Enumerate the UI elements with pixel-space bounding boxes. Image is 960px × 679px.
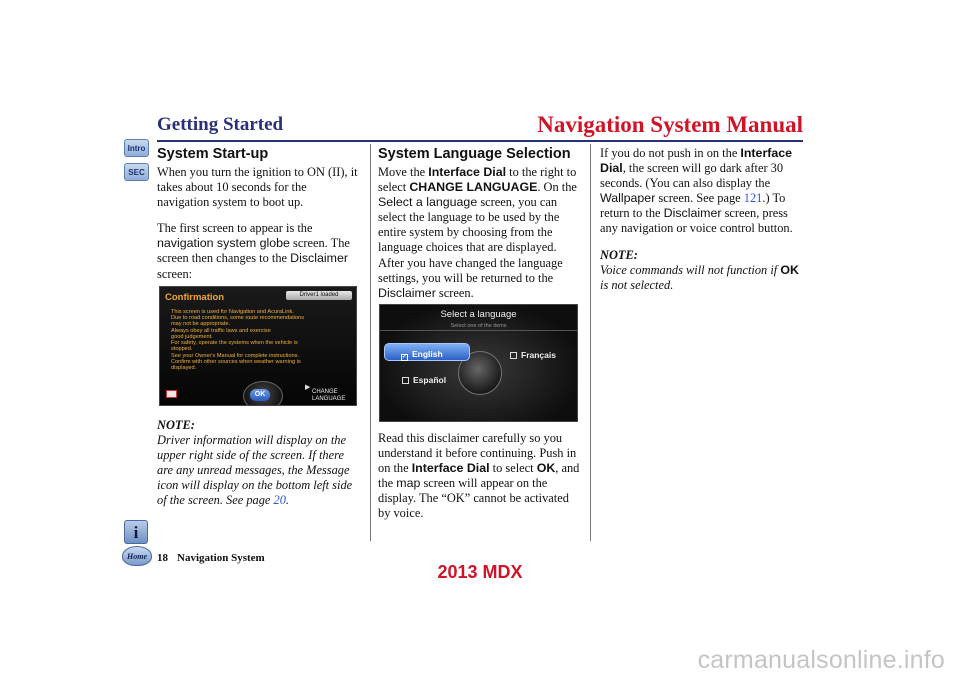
checkbox-icon [510,352,517,359]
confirmation-screenshot [159,286,357,406]
language-screenshot [379,304,578,422]
note-title: NOTE: [600,247,638,262]
sec-button[interactable]: SEC [124,163,149,181]
ok-button: OK [250,389,270,401]
home-button[interactable]: Home [122,546,152,566]
timeout-paragraph: If you do not push in on the Interface Dial, the screen will go dark after 30 seconds. (You can also display the Wallpaper screen. See page 121.) To return to the Disclaimer screen, press any navigation or voice control button. [600,146,793,236]
footer-section: Navigation System [177,552,265,564]
heading-language-selection: System Language Selection [378,146,571,162]
page-number: 18 [157,552,168,564]
column-2 [378,146,583,532]
right-arrow-icon: ▶ [305,382,311,391]
option-english: ✓ English [384,343,470,361]
first-screen-paragraph: The first screen to appear is the navigation system globe screen. The screen then changes to the Disclaimer screen: [157,221,350,281]
note-text: Voice commands will not function if OK is not selected. [600,262,799,292]
title-divider [380,330,577,331]
option-espanol: Español [402,373,446,388]
message-icon [166,390,177,398]
column-divider-1 [370,144,371,541]
column-1 [157,146,361,519]
intro-button[interactable]: Intro [124,139,149,157]
change-language-label: CHANGE LANGUAGE [312,388,346,402]
checkbox-icon [402,377,409,384]
startup-paragraph: When you turn the ignition to ON (II), it takes about 10 seconds for the navigation system to boot up. [157,165,358,210]
confirmation-text: This screen is used for Navigation and AcuraLink. Due to road conditions, some route recommendations may not be appropriate. Always obey all traffic laws and exercise good judgement. For safety, operate the systems when the vehicle is stopped. See your Owner's Manual for complete instructions. Confirm with other sources when weather warning is displayed. [171,308,305,372]
section-title: Getting Started [157,114,284,135]
heading-system-startup: System Start-up [157,146,269,162]
column-3 [600,146,805,304]
model-label: 2013 MDX [437,562,523,582]
info-button[interactable]: i [124,520,148,544]
checkbox-checked-icon: ✓ [402,353,408,360]
page-link[interactable]: 121 [743,191,763,206]
confirmation-title: Confirmation [165,291,225,303]
note-title: NOTE: [157,417,195,432]
page-link[interactable]: 20 [273,493,286,508]
language-paragraph: Move the Interface Dial to the right to select CHANGE LANGUAGE. On the Select a language screen, you can select the language to be used by the entire system by choosing from the language choices that are displayed. After you have changed the language settings, you will be returned to the Disclaimer screen. [378,165,577,300]
option-francais: Français [510,348,556,363]
manual-title: Navigation System Manual [537,112,803,137]
read-disclaimer-paragraph: Read this disclaimer carefully so you understand it before continuing. Push in on the Interface Dial to select OK, and the map screen will appear on the display. The “OK” cannot be activated by voice. [378,430,580,521]
column-divider-2 [590,144,591,541]
driver-badge: Driver1 loaded [286,291,352,300]
language-screen-title: Select a language [440,308,517,320]
note-text: Driver information will display on the upper right side of the screen. If there are any unread messages, the Message icon will display on the bottom left side of the screen. See page 20. [157,432,353,508]
watermark: carmanualsonline.info [697,646,945,674]
header-rule [157,140,803,142]
language-screen-subtitle: Select one of the items [450,322,507,329]
